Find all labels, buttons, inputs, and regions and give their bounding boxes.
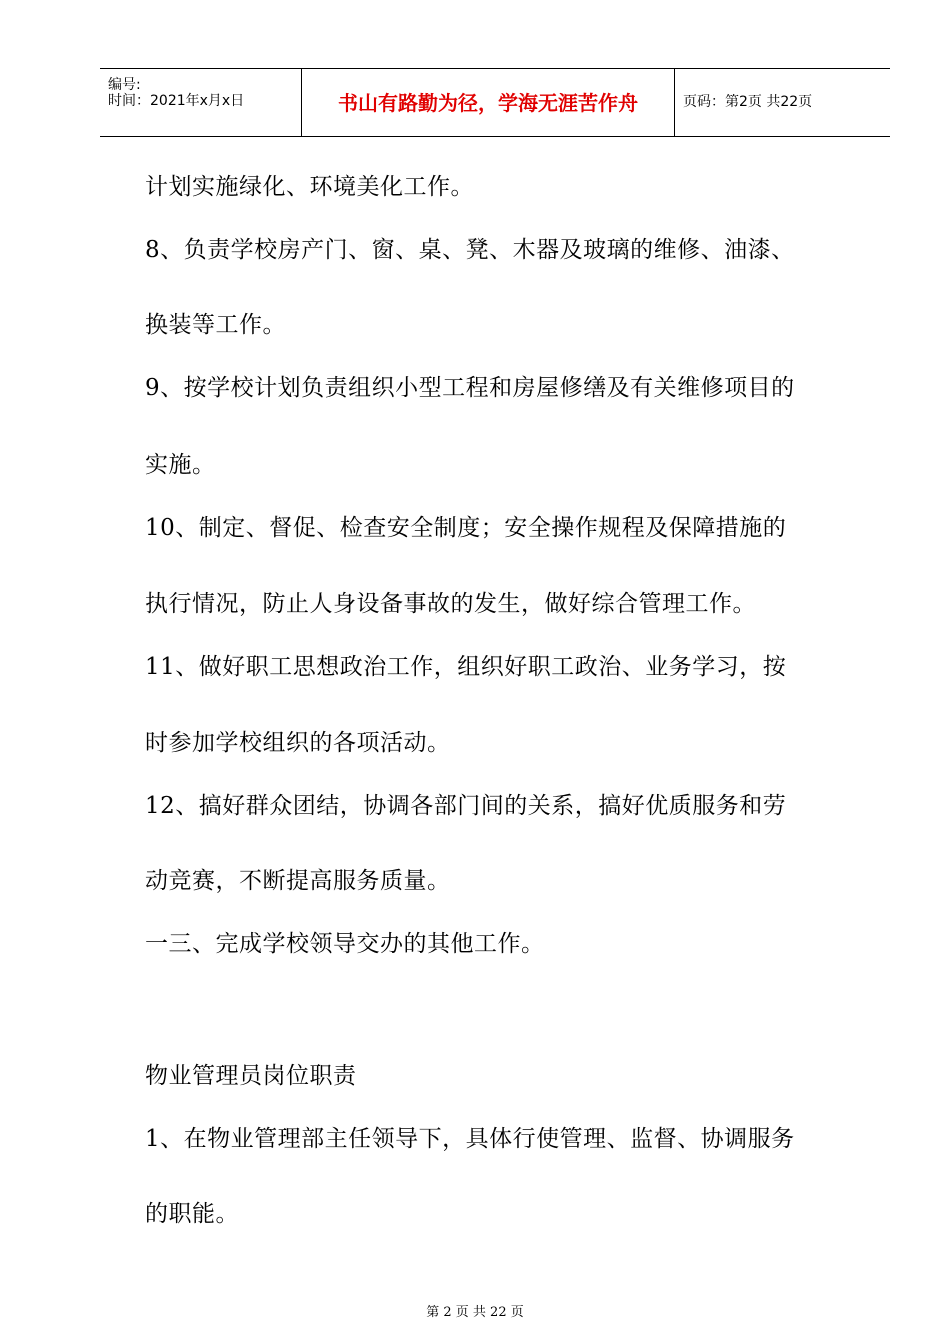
page-header: [100, 68, 890, 137]
page-footer: 第 2 页 共 22 页: [426, 1305, 524, 1320]
header-page-cell: [675, 69, 890, 136]
header-meta-cell: [100, 69, 302, 136]
body-line: 1、在物业管理部主任领导下，具体行使管理、监督、协调服务: [145, 1126, 795, 1152]
body-line: 换装等工作。: [145, 312, 286, 338]
body-line: 实施。: [145, 452, 216, 478]
body-line: 8、负责学校房产门、窗、桌、凳、木器及玻璃的维修、油漆、: [145, 237, 795, 263]
body-line: 10、制定、督促、检查安全制度；安全操作规程及保障措施的: [145, 515, 787, 541]
body-line: 执行情况，防止人身设备事故的发生，做好综合管理工作。: [145, 591, 756, 617]
body-line: 动竞赛，不断提高服务质量。: [145, 868, 451, 894]
body-line: 一三、完成学校领导交办的其他工作。: [145, 931, 545, 957]
body-line: 12、搞好群众团结，协调各部门间的关系，搞好优质服务和劳: [145, 793, 787, 819]
section-title: 物业管理员岗位职责: [145, 1063, 357, 1089]
header-page-info: 页码：第2页 共22页: [683, 94, 813, 110]
body-line: 11、做好职工思想政治工作，组织好职工政治、业务学习，按: [145, 654, 787, 680]
header-motto: 书山有路勤为径，学海无涯苦作舟: [338, 91, 638, 115]
body-line: 9、按学校计划负责组织小型工程和房屋修缮及有关维修项目的: [145, 375, 795, 401]
body-line: 的职能。: [145, 1201, 239, 1227]
body-line: 计划实施绿化、环境美化工作。: [145, 174, 474, 200]
time-label: 时间：2021年x月x日: [108, 93, 245, 109]
body-line: 时参加学校组织的各项活动。: [145, 730, 451, 756]
header-motto-cell: [302, 69, 675, 136]
serial-label: 编号:: [108, 77, 141, 93]
